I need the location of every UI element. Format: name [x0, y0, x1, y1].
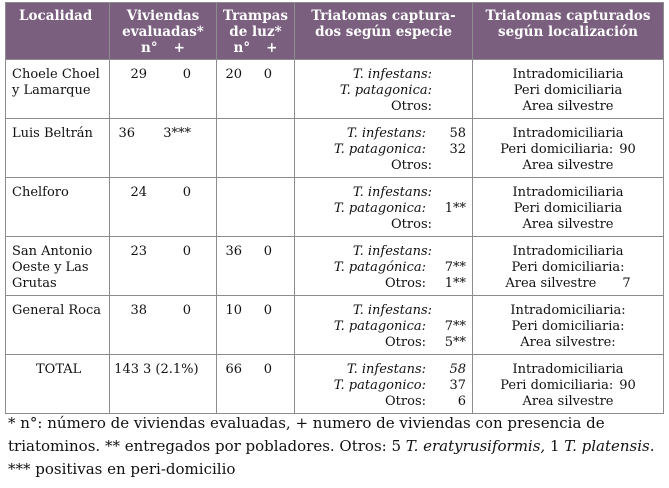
cell-viviendas — [110, 178, 217, 237]
viviendas-n: 23 — [130, 244, 147, 259]
cell-especie — [295, 237, 473, 296]
header-especie — [295, 3, 473, 60]
footnote-species2: T. platensis. — [564, 437, 655, 455]
especie-line — [298, 142, 466, 158]
cell-especie — [295, 119, 473, 178]
especie-label: Otros: — [391, 99, 432, 114]
localizacion-line — [476, 217, 660, 233]
trampas-n: 20 — [225, 67, 242, 82]
header-viviendas — [110, 3, 217, 60]
header-localizacion-line1: Triatomas capturados — [485, 8, 651, 24]
especie-line — [298, 378, 466, 394]
cell-viviendas — [110, 237, 217, 296]
header-localizacion-line2: según localización — [498, 24, 638, 40]
table-row — [6, 296, 664, 355]
cell-localizacion — [473, 237, 664, 296]
localidad-line: TOTAL — [36, 362, 82, 377]
localizacion-label: Peri domiciliaria — [513, 201, 623, 216]
localizacion-label: Peri domiciliaria — [513, 83, 623, 98]
especie-label: T. infestans: — [352, 244, 432, 259]
localizacion-label: Intradomiciliaria — [512, 67, 624, 82]
localizacion-line — [476, 335, 660, 351]
especie-line — [298, 335, 466, 351]
localizacion-value: 90 — [619, 378, 636, 393]
especie-line — [298, 303, 466, 319]
especie-line — [298, 185, 466, 201]
header-viviendas-line1: Viviendas — [126, 8, 200, 24]
localizacion-label: Area silvestre — [522, 99, 614, 114]
header-trampas-line2: de luz* — [229, 24, 282, 40]
header-viviendas-sub — [114, 40, 212, 56]
especie-line — [298, 158, 466, 174]
localizacion-label: Intradomiciliaria — [512, 362, 624, 377]
cell-localidad — [6, 237, 110, 296]
especie-line — [298, 244, 466, 260]
especie-line — [298, 276, 466, 292]
table-row — [6, 355, 664, 414]
especie-line — [298, 319, 466, 335]
especie-value: 7** — [444, 260, 466, 275]
localizacion-label: Area silvestre — [522, 158, 614, 173]
localizacion-value: 7 — [622, 276, 631, 291]
cell-localizacion — [473, 296, 664, 355]
trampas-n: 10 — [225, 303, 242, 318]
table-row — [6, 178, 664, 237]
cell-especie — [295, 178, 473, 237]
viviendas-n: 143 — [114, 362, 139, 377]
header-viviendas-n: n° — [141, 40, 158, 56]
header-viviendas-line2: evaluadas* — [122, 24, 204, 40]
viviendas-n: 36 — [118, 126, 135, 141]
especie-label: T. infestans: — [352, 303, 432, 318]
cell-trampas — [217, 178, 295, 237]
localidad-line: Chelforo — [12, 185, 69, 200]
especie-label: Otros: — [385, 276, 426, 291]
localidad-line: y Lamarque — [12, 83, 91, 98]
footnote-species1: T. eratyrusiformis, — [405, 437, 546, 455]
especie-line — [298, 217, 466, 233]
cell-viviendas — [110, 355, 217, 414]
especie-label: T. patagonica: — [333, 319, 426, 334]
cell-viviendas — [110, 296, 217, 355]
localizacion-label: Area silvestre — [522, 217, 614, 232]
localizacion-line — [476, 362, 660, 378]
viviendas-pos: 3 (2.1%) — [143, 362, 199, 377]
footnote — [8, 412, 662, 481]
especie-value: 7** — [444, 319, 466, 334]
especie-label: T. patagonico: — [333, 378, 426, 393]
localizacion-line — [476, 319, 660, 335]
cell-trampas — [217, 296, 295, 355]
cell-viviendas — [110, 60, 217, 119]
table-row — [6, 237, 664, 296]
header-especie-line2: dos según especie — [315, 24, 452, 40]
localidad-line: General Roca — [12, 303, 102, 318]
especie-label: Otros: — [385, 335, 426, 350]
header-row — [6, 3, 664, 60]
localizacion-line — [476, 394, 660, 410]
cell-trampas — [217, 119, 295, 178]
cell-localidad — [6, 296, 110, 355]
especie-value: 5** — [444, 335, 466, 350]
triatoma-table — [5, 2, 664, 414]
especie-label: T. patagonica: — [333, 142, 426, 157]
especie-label: T. patagonica: — [333, 201, 426, 216]
localizacion-label: Area silvestre — [522, 394, 614, 409]
viviendas-n: 24 — [130, 185, 147, 200]
viviendas-pos: 3*** — [163, 126, 191, 141]
cell-especie — [295, 60, 473, 119]
cell-localidad — [6, 119, 110, 178]
localizacion-line — [476, 244, 660, 260]
especie-value: 1** — [444, 201, 466, 216]
localizacion-line — [476, 142, 660, 158]
especie-line — [298, 260, 466, 276]
localidad-line: Choele Choel — [12, 67, 100, 82]
localidad-line: San Antonio — [12, 244, 93, 259]
trampas-pos: 0 — [263, 362, 272, 377]
header-localidad: Localidad — [6, 3, 110, 60]
localizacion-line — [476, 276, 660, 292]
especie-label: T. infestans: — [352, 67, 432, 82]
localizacion-label: Intradomiciliaria — [512, 244, 624, 259]
especie-line — [298, 83, 466, 99]
localizacion-line — [476, 158, 660, 174]
especie-value: 58 — [449, 362, 466, 377]
cell-localidad — [6, 60, 110, 119]
viviendas-n: 38 — [130, 303, 147, 318]
header-especie-line1: Triatomas captura- — [311, 8, 456, 24]
especie-label: T. patagonica: — [339, 83, 432, 98]
especie-value: 6 — [457, 394, 466, 409]
localizacion-label: Peri domiciliaria: — [511, 260, 625, 275]
localidad-line: Grutas — [12, 276, 57, 291]
localizacion-label: Peri domiciliaria: — [500, 378, 614, 393]
localizacion-line — [476, 99, 660, 115]
especie-label: T. infestans: — [346, 362, 426, 377]
especie-label: T. patagónica: — [333, 260, 426, 275]
especie-label: Otros: — [391, 158, 432, 173]
especie-value: 32 — [449, 142, 466, 157]
especie-label: Otros: — [385, 394, 426, 409]
footnote-part1: * n°: número de viviendas evaluadas, + numero de viviendas con presencia de triatominos. ** entregados por pobladores. Otros: 5 — [8, 414, 605, 455]
cell-trampas — [217, 237, 295, 296]
especie-line — [298, 99, 466, 115]
cell-trampas — [217, 355, 295, 414]
viviendas-pos: 0 — [182, 244, 191, 259]
header-trampas-plus: + — [266, 40, 278, 56]
localizacion-label: Area silvestre: — [520, 335, 616, 350]
localizacion-label: Intradomiciliaria: — [510, 303, 626, 318]
localizacion-line — [476, 201, 660, 217]
localizacion-line — [476, 260, 660, 276]
cell-viviendas — [110, 119, 217, 178]
footnote-part2: 1 — [545, 437, 565, 455]
trampas-pos: 0 — [263, 67, 272, 82]
especie-line — [298, 126, 466, 142]
especie-line — [298, 394, 466, 410]
especie-label: Otros: — [391, 217, 432, 232]
viviendas-pos: 0 — [182, 67, 191, 82]
table-body — [6, 60, 664, 414]
especie-label: T. infestans: — [352, 185, 432, 200]
table-row — [6, 60, 664, 119]
trampas-pos: 0 — [263, 303, 272, 318]
header-trampas-sub — [221, 40, 290, 56]
header-trampas-n: n° — [233, 40, 251, 56]
viviendas-pos: 0 — [182, 185, 191, 200]
header-localizacion — [473, 3, 664, 60]
localizacion-line — [476, 378, 660, 394]
cell-localizacion — [473, 178, 664, 237]
localizacion-value: 90 — [619, 142, 636, 157]
viviendas-pos: 0 — [182, 303, 191, 318]
trampas-n: 36 — [225, 244, 242, 259]
localidad-line: Oeste y Las — [12, 260, 89, 275]
especie-line — [298, 201, 466, 217]
especie-label: T. infestans: — [346, 126, 426, 141]
table-row — [6, 119, 664, 178]
header-viviendas-plus: + — [173, 40, 185, 56]
header-trampas — [217, 3, 295, 60]
header-trampas-line1: Trampas — [223, 8, 288, 24]
especie-value: 37 — [449, 378, 466, 393]
localizacion-line — [476, 83, 660, 99]
viviendas-n: 29 — [130, 67, 147, 82]
especie-value: 1** — [444, 276, 466, 291]
cell-localidad — [6, 355, 110, 414]
trampas-pos: 0 — [263, 244, 272, 259]
localizacion-line — [476, 126, 660, 142]
localizacion-line — [476, 303, 660, 319]
localizacion-line — [476, 185, 660, 201]
localizacion-label: Peri domiciliaria: — [511, 319, 625, 334]
localizacion-label: Area silvestre — [505, 276, 597, 291]
cell-localidad — [6, 178, 110, 237]
localizacion-label: Intradomiciliaria — [512, 126, 624, 141]
cell-especie — [295, 296, 473, 355]
especie-line — [298, 67, 466, 83]
localizacion-label: Peri domiciliaria: — [500, 142, 614, 157]
cell-trampas — [217, 60, 295, 119]
footnote-part3: *** positivas en peri-domicilio — [8, 460, 236, 478]
cell-localizacion — [473, 119, 664, 178]
localizacion-label: Intradomiciliaria — [512, 185, 624, 200]
cell-especie — [295, 355, 473, 414]
cell-localizacion — [473, 60, 664, 119]
localidad-line: Luis Beltrán — [12, 126, 93, 141]
especie-line — [298, 362, 466, 378]
trampas-n: 66 — [225, 362, 242, 377]
cell-localizacion — [473, 355, 664, 414]
especie-value: 58 — [449, 126, 466, 141]
localizacion-line — [476, 67, 660, 83]
